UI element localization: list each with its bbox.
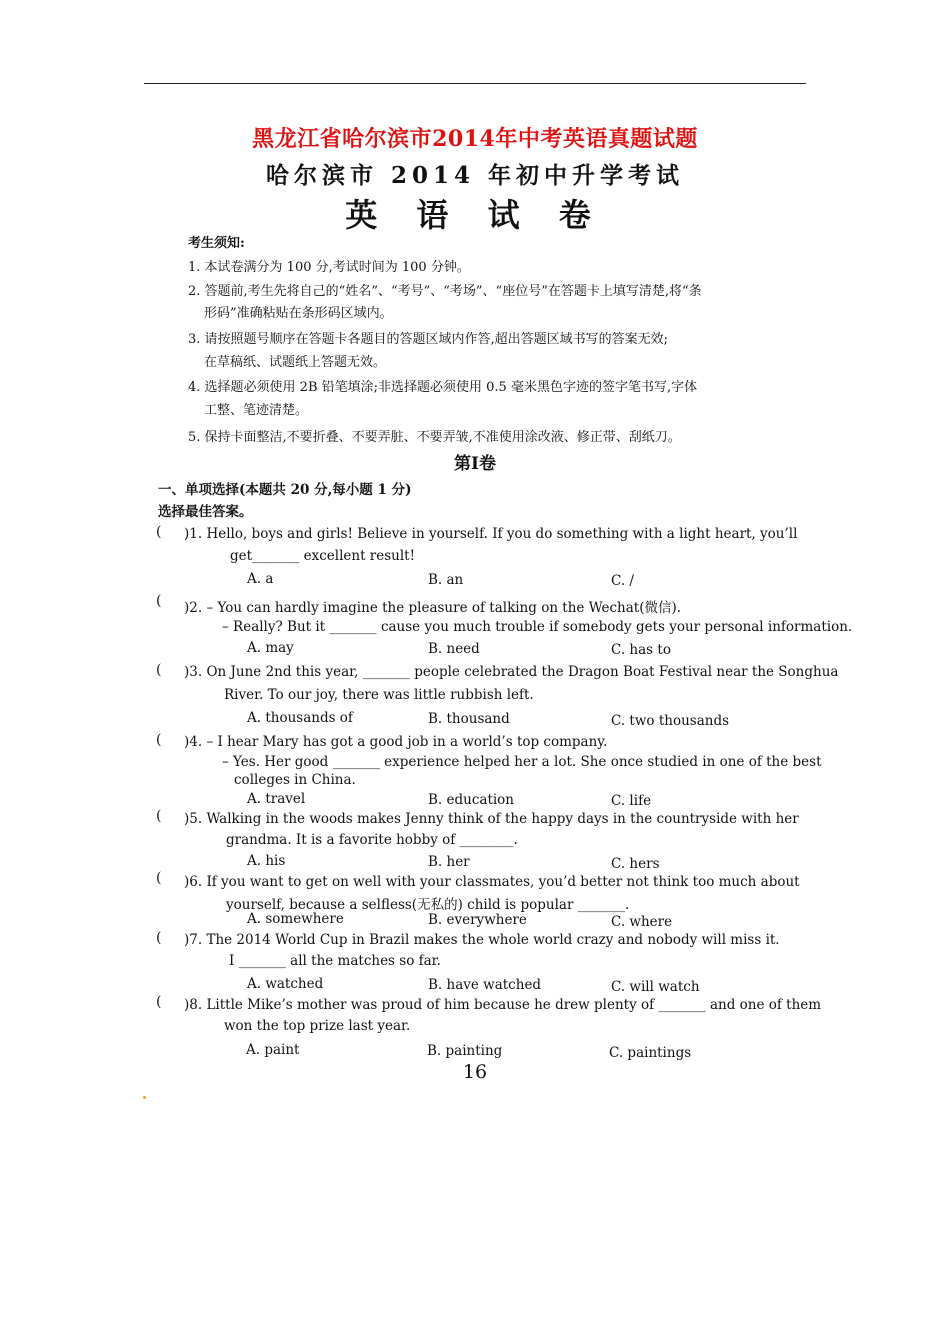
option-b: B. painting: [427, 1043, 503, 1059]
answer-paren: (: [156, 994, 162, 1010]
part-instruction: 选择最佳答案。: [158, 504, 253, 520]
option-a: A. somewhere: [247, 911, 344, 927]
exam-subtitle: 哈尔滨市 2014 年初中升学考试: [265, 162, 685, 189]
option-b: B. an: [428, 572, 464, 588]
scan-speck: [143, 1096, 146, 1099]
exam-main-title: 英 语 试 卷: [345, 196, 605, 234]
part-heading: 一、单项选择(本题共 20 分,每小题 1 分): [158, 482, 412, 498]
question-line: colleges in China.: [234, 772, 356, 788]
question-line: – Really? But it _______ cause you much trouble if somebody gets your personal information.: [222, 619, 853, 635]
question-line: grandma. It is a favorite hobby of ________.: [226, 832, 518, 848]
question-line: )8. Little Mike’s mother was proud of him because he drew plenty of _______ and one of them: [184, 997, 822, 1013]
option-c: C. life: [611, 793, 652, 809]
option-b: B. need: [428, 641, 480, 657]
notice-item: 5. 保持卡面整洁,不要折叠、不要弄脏、不要弄皱,不准使用涂改液、修正带、刮纸刀。: [188, 430, 681, 445]
option-a: A. travel: [247, 791, 306, 807]
option-c: C. has to: [611, 642, 671, 658]
option-a: A. may: [247, 640, 294, 656]
option-a: A. thousands of: [247, 710, 353, 726]
option-b: B. have watched: [428, 977, 542, 993]
question-line: )3. On June 2nd this year, _______ people celebrated the Dragon Boat Festival near the Songhua: [184, 664, 839, 680]
option-c: C. paintings: [609, 1045, 692, 1061]
document-title: 黑龙江省哈尔滨市2014年中考英语真题试题: [252, 126, 698, 152]
question-line: I _______ all the matches so far.: [229, 953, 441, 969]
option-c: C. hers: [611, 856, 660, 872]
notice-item: 4. 选择题必须使用 2B 铅笔填涂;非选择题必须使用 0.5 毫米黑色字迹的签字笔书写,字体: [188, 380, 698, 395]
answer-paren: (: [156, 662, 162, 678]
notice-item: 工整、笔迹清楚。: [204, 403, 309, 418]
option-c: C. /: [611, 573, 634, 589]
option-a: A. a: [247, 571, 274, 587]
notice-item: 1. 本试卷满分为 100 分,考试时间为 100 分钟。: [188, 260, 470, 275]
question-line: get_______ excellent result!: [230, 548, 416, 564]
notice-item: 3. 请按照题号顺序在答题卡各题目的答题区域内作答,超出答题区域书写的答案无效;: [188, 332, 669, 347]
question-line: yourself, because a selfless(无私的) child is popular _______.: [226, 897, 630, 913]
question-line: River. To our joy, there was little rubbish left.: [224, 687, 534, 703]
answer-paren: (: [156, 732, 162, 748]
option-a: A. watched: [247, 976, 324, 992]
answer-paren: (: [156, 870, 162, 886]
option-c: C. where: [611, 914, 673, 930]
option-a: A. paint: [246, 1042, 300, 1058]
answer-paren: (: [156, 524, 162, 540]
option-b: B. her: [428, 854, 470, 870]
question-line: )7. The 2014 World Cup in Brazil makes the whole world crazy and nobody will miss it.: [184, 932, 780, 948]
notice-item: 在草稿纸、试题纸上答题无效。: [204, 355, 387, 370]
notice-item: 2. 答题前,考生先将自己的“姓名”、“考号”、“考场”、“座位号”在答题卡上填写清楚,将“条: [188, 284, 702, 299]
option-b: B. thousand: [428, 711, 510, 727]
top-rule: [144, 83, 806, 84]
question-line: )5. Walking in the woods makes Jenny think of the happy days in the countryside with her: [184, 811, 799, 827]
option-b: B. education: [428, 792, 515, 808]
page-number: 16: [462, 1061, 488, 1083]
question-line: won the top prize last year.: [224, 1018, 411, 1034]
option-b: B. everywhere: [428, 912, 527, 928]
answer-paren: (: [156, 593, 162, 609]
notice-item: 形码”准确粘贴在条形码区域内。: [204, 306, 393, 321]
option-c: C. two thousands: [611, 713, 730, 729]
question-line: )2. – You can hardly imagine the pleasure of talking on the Wechat(微信).: [184, 600, 682, 616]
option-c: C. will watch: [611, 979, 700, 995]
answer-paren: (: [156, 930, 162, 946]
section-title: 第Ⅰ卷: [454, 454, 496, 474]
question-line: – Yes. Her good _______ experience helped her a lot. She once studied in one of the best: [222, 754, 822, 770]
question-line: )1. Hello, boys and girls! Believe in yourself. If you do something with a light heart, you’ll: [184, 526, 798, 542]
answer-paren: (: [156, 808, 162, 824]
question-line: )4. – I hear Mary has got a good job in a world’s top company.: [184, 734, 608, 750]
notice-heading: 考生须知:: [188, 236, 245, 251]
question-line: )6. If you want to get on well with your classmates, you’d better not think too much about: [184, 874, 800, 890]
option-a: A. his: [247, 853, 286, 869]
